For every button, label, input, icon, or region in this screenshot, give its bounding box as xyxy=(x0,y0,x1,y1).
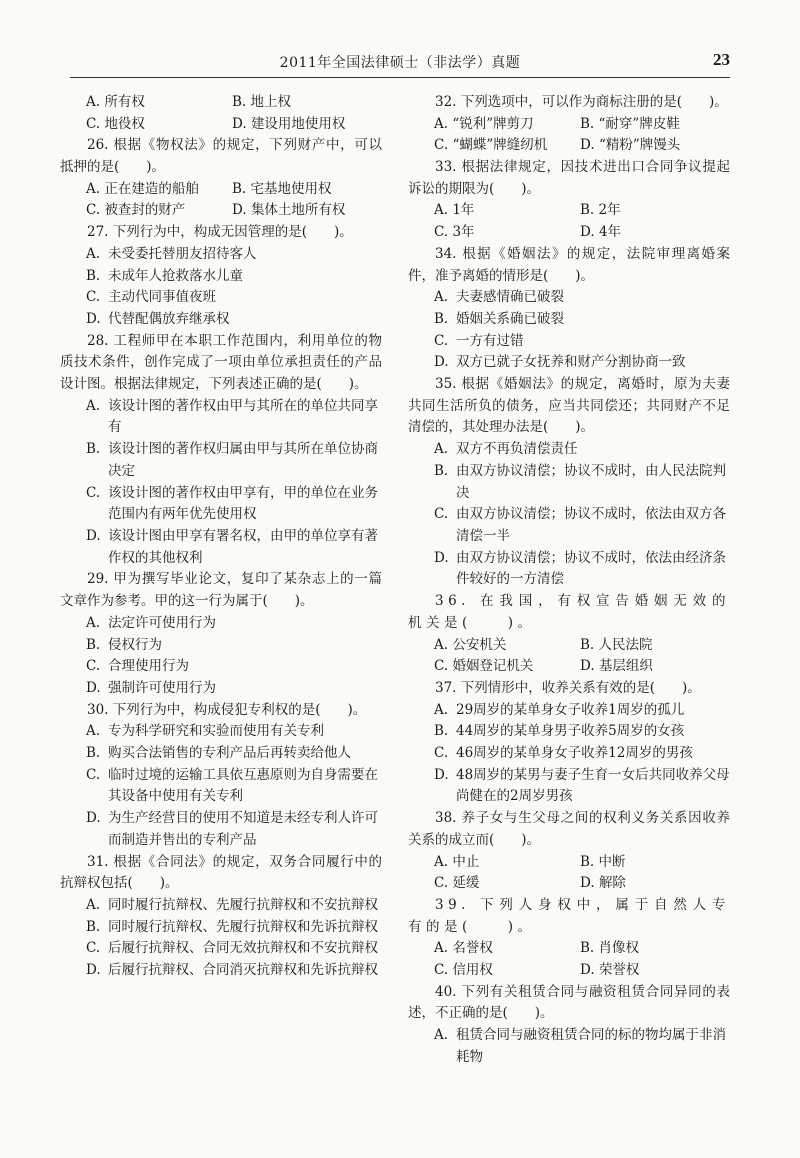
option-row xyxy=(408,222,730,244)
option-b: B. 未成年人抢救落水儿童 xyxy=(86,267,243,284)
header-title: 2011年全国法律硕士（非法学）真题 xyxy=(279,55,521,71)
question-38: 38. 养子女与生父母之间的权利义务关系因收养关系的成立而( )。 xyxy=(408,810,730,848)
question-28: 28. 工程师甲在本职工作范围内，利用单位的物质技术条件，创作完成了一项由单位承担责任的产品设计图。根据法律规定，下列表述正确的是( )。 xyxy=(60,332,382,393)
question-27: 27. 下列行为中，构成无因管理的是( )。 xyxy=(87,224,353,241)
question-30: 30. 下列行为中，构成侵犯专利权的是( )。 xyxy=(87,701,367,718)
question-32: 32. 下列选项中，可以作为商标注册的是( )。 xyxy=(435,94,728,110)
option-a: A. 同时履行抗辩权、先履行抗辩权和不安抗辩权 xyxy=(86,896,378,913)
option-d: D. 48周岁的某男与妻子生育一女后共同收养父母尚健在的2周岁男孩 xyxy=(434,766,730,805)
option-c: C. 主动代同事值夜班 xyxy=(86,289,216,306)
option-a: A. 双方不再负清偿责任 xyxy=(434,441,578,458)
option-a: A. 1年 xyxy=(434,202,475,219)
option-d: D. 集体土地所有权 xyxy=(232,202,346,219)
option-a: A. 正在建造的船舶 xyxy=(86,180,199,197)
option-a: A. 29周岁的某单身女子收养1周岁的孤儿 xyxy=(434,701,685,718)
question-40: 40. 下列有关租赁合同与融资租赁合同异同的表述，不正确的是( )。 xyxy=(408,983,730,1022)
option-d: D. “精粉”牌馒头 xyxy=(580,137,681,154)
option-a: A. “锐利”牌剪刀 xyxy=(434,115,534,132)
option-row xyxy=(408,960,730,982)
question-34: 34. 根据《婚姻法》的规定，法院审理离婚案件，准予离婚的情形是( )。 xyxy=(408,245,730,284)
option-d: D. 荣誉权 xyxy=(580,961,640,978)
option-b: B. 人民法院 xyxy=(580,636,653,653)
right-column xyxy=(408,92,730,1068)
option-d: D. 强制许可使用行为 xyxy=(86,679,216,696)
header-rule xyxy=(70,77,730,78)
page-number: 23 xyxy=(713,50,730,69)
question-33: 33. 根据法律规定，因技术进出口合同争议提起诉讼的期限为( )。 xyxy=(408,159,730,197)
option-d: D. 基层组织 xyxy=(580,658,653,675)
option-d: D. 解除 xyxy=(580,875,626,892)
option-c: C. 该设计图的著作权由甲享有，甲的单位在业务范围内有两年优先使用权 xyxy=(86,484,378,523)
option-d: D. 代替配偶放弃继承权 xyxy=(86,310,230,327)
option-a: A. 名誉权 xyxy=(434,940,493,957)
option-row xyxy=(408,873,730,895)
option-b: B. 由双方协议清偿；协议不成时，由人民法院判决 xyxy=(434,462,726,501)
option-d: D. 双方已就子女抚养和财产分割协商一致 xyxy=(434,354,686,371)
option-b: B. 宅基地使用权 xyxy=(232,180,332,197)
option-c: C. 延缓 xyxy=(434,875,480,892)
option-row xyxy=(408,938,730,960)
option-c: C. 由双方协议清偿；协议不成时，依法由双方各清偿一半 xyxy=(434,506,726,544)
option-b: B. 中断 xyxy=(580,853,626,870)
question-31: 31. 根据《合同法》的规定，双务合同履行中的抗辩权包括( )。 xyxy=(60,853,382,892)
question-39: 39. 下列人身权中，属于自然人专有的是( )。 xyxy=(408,896,730,935)
question-29: 29. 甲为撰写毕业论文，复印了某杂志上的一篇文章作为参考。甲的这一行为属于( )。 xyxy=(60,571,382,610)
question-35: 35. 根据《婚姻法》的规定，离婚时，原为夫妻共同生活所负的债务，应当共同偿还；共同财产不足清偿的，其处理办法是( )。 xyxy=(408,376,730,436)
option-c: C. “蝴蝶”牌缝纫机 xyxy=(434,137,548,154)
option-row xyxy=(60,114,382,136)
option-b: B. 购买合法销售的专利产品后再转卖给他人 xyxy=(86,745,351,762)
question-26: 26. 根据《物权法》的规定，下列财产中，可以抵押的是( )。 xyxy=(60,137,382,176)
option-row xyxy=(60,92,382,114)
option-b: B. 侵权行为 xyxy=(86,636,162,653)
option-c: C. 3年 xyxy=(434,224,475,241)
left-column xyxy=(60,92,382,982)
option-a: A. 公安机关 xyxy=(434,636,507,653)
option-c: C. 后履行抗辩权、合同无效抗辩权和不安抗辩权 xyxy=(86,940,378,957)
option-b: B. “耐穿”牌皮鞋 xyxy=(580,115,680,132)
option-row xyxy=(408,656,730,678)
option-row xyxy=(408,114,730,136)
option-c: C. 地役权 xyxy=(86,115,145,132)
option-c: C. 一方有过错 xyxy=(434,332,524,349)
option-d: D. 后履行抗辩权、合同消灭抗辩权和先诉抗辩权 xyxy=(86,962,378,979)
option-a: A. 法定许可使用行为 xyxy=(86,614,216,631)
option-a: A. 未受委托替朋友招待客人 xyxy=(86,245,257,262)
option-a: A. 所有权 xyxy=(86,94,145,110)
option-c: C. 临时过境的运输工具依互惠原则为自身需要在其设备中使用有关专利 xyxy=(86,766,378,805)
option-d: D. 由双方协议清偿；协议不成时，依法由经济条件较好的一方清偿 xyxy=(434,549,726,588)
option-b: B. 肖像权 xyxy=(580,940,640,957)
option-b: B. 44周岁的某单身男子收养5周岁的女孩 xyxy=(434,723,685,740)
option-row xyxy=(408,200,730,222)
option-row xyxy=(408,852,730,874)
option-row xyxy=(60,200,382,222)
option-a: A. 夫妻感情确已破裂 xyxy=(434,289,564,306)
option-b: B. 同时履行抗辩权、先履行抗辩权和先诉抗辩权 xyxy=(86,918,378,935)
option-d: D. 为生产经营目的使用不知道是未经专利人许可而制造并售出的专利产品 xyxy=(86,810,378,848)
option-d: D. 该设计图由甲享有署名权，由甲的单位享有著作权的其他权利 xyxy=(86,528,378,566)
option-b: B. 婚姻关系确已破裂 xyxy=(434,310,564,327)
option-a: A. 专为科学研究和实验而使用有关专利 xyxy=(86,723,324,740)
option-a: A. 租赁合同与融资租赁合同的标的物均属于非消耗物 xyxy=(434,1027,726,1065)
option-b: B. 2年 xyxy=(580,202,621,219)
option-b: B. 地上权 xyxy=(232,94,292,110)
option-c: C. 46周岁的某单身女子收养12周岁的男孩 xyxy=(434,745,693,761)
option-row xyxy=(408,635,730,657)
option-c: C. 婚姻登记机关 xyxy=(434,658,534,675)
option-c: C. 合理使用行为 xyxy=(86,658,189,675)
option-a: A. 中止 xyxy=(434,853,480,870)
running-header xyxy=(70,50,730,74)
option-d: D. 建设用地使用权 xyxy=(232,115,346,132)
option-a: A. 该设计图的著作权由甲与其所在的单位共同享有 xyxy=(86,397,378,436)
option-row xyxy=(408,135,730,157)
question-36: 36. 在我国，有权宣告婚姻无效的机关是( )。 xyxy=(408,593,730,631)
option-b: B. 该设计图的著作权归属由甲与其所在单位协商决定 xyxy=(86,441,378,479)
option-row xyxy=(60,179,382,201)
option-c: C. 被查封的财产 xyxy=(86,202,186,219)
question-37: 37. 下列情形中，收养关系有效的是( )。 xyxy=(435,679,701,696)
option-c: C. 信用权 xyxy=(434,961,493,978)
option-d: D. 4年 xyxy=(580,224,622,241)
